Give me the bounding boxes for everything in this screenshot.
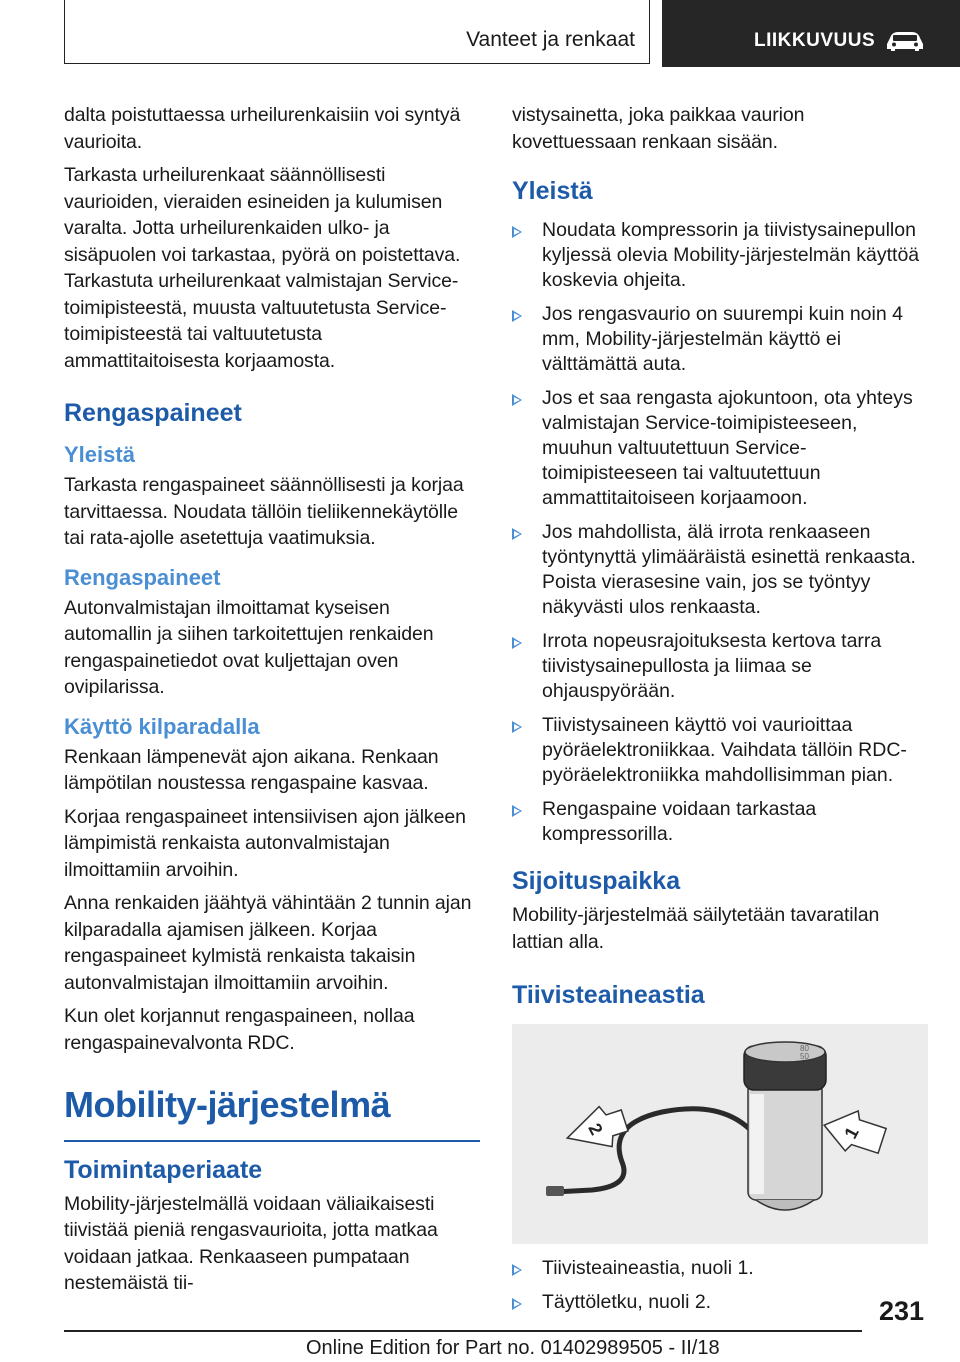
bullet-triangle-icon [512, 310, 522, 322]
header-section-title: Vanteet ja renkaat [466, 28, 635, 51]
sealant-container-illustration [512, 1024, 928, 1244]
header-chapter-label: LIIKKUVUUS [754, 30, 876, 51]
paragraph: Autonvalmistajan ilmoittamat kyseisen automallin ja siihen tarkoitettujen renkaiden rengaspainetiedot ovat kuljettajan oven ovipilarissa. [64, 596, 434, 698]
paragraph: Korjaa rengaspaineet intensiivisen ajon jälkeen lämpimistä renkaista autonvalmistajan ilmoittamiin arvoihin. [64, 805, 466, 881]
bullet-triangle-icon [512, 1298, 522, 1310]
page-number: 231 [878, 1296, 924, 1326]
list-item: Jos mahdollista, älä irrota renkaaseen työntynyttä ylimääräistä esinettä renkaasta. Poista vierasesine vain, jos se työntyy näkyvästi ulos renkaasta. [512, 520, 928, 620]
paragraph: Tarkasta rengaspaineet säännöllisesti ja korjaa tarvittaessa. Noudata tällöin tieliikennekäytölle tai rata-ajolle asetettuja vaatimuksia. [64, 474, 464, 549]
bullet-triangle-icon [512, 528, 522, 540]
list-item: Tiivisteaineastia, nuoli 1. [512, 1256, 928, 1281]
subheading-yleista: Yleistä [64, 442, 135, 467]
hose-valve [546, 1186, 564, 1196]
header-chapter-tab [662, 0, 960, 67]
left-column [64, 102, 480, 1304]
heading-tiivisteaineastia: Tiivisteaineastia [512, 981, 705, 1009]
list-item: Irrota nopeusrajoituksesta kertova tarra tiivistysainepullosta ja liimaa se ohjauspyörään. [512, 629, 928, 704]
paragraph: Tarkasta urheilurenkaat säännöllisesti vaurioiden, vieraiden esineiden ja kulumisen varalta. Jotta urheilurenkaiden ulko- ja sisäpuolen voi tarkastaa, pyörä on poistettava. Tarkastuta urheilurenkaat valmistajan Service-toimipisteestä, muusta valtuutetusta Service-toimipisteestä tai valtuutetusta ammattitaitoisesta korjaamosta. [64, 164, 461, 372]
list-item: Jos et saa rengasta ajokuntoon, ota yhteys valmistajan Service-toimipisteeseen, muuhun valtuutettuun Service-toimipisteeseen tai valtuutettuun ammattitaitoiseen korjaamoon. [512, 386, 928, 511]
car-icon [884, 29, 926, 53]
list-item: Täyttöletku, nuoli 2. [512, 1290, 928, 1315]
paragraph: dalta poistuttaessa urheilurenkaisiin voi syntyä vaurioita. [64, 104, 461, 153]
bullet-list [512, 218, 928, 847]
paragraph: Anna renkaiden jäähtyä vähintään 2 tunnin ajan kilparadalla ajamisen jälkeen. Korjaa rengaspaineet kylmistä renkaista takaisin autonvalmistajan ilmoittamiin arvoihin. [64, 892, 472, 994]
bullet-triangle-icon [512, 805, 522, 817]
subheading-rengaspaineet: Rengaspaineet [64, 564, 221, 590]
paragraph: Renkaan lämpenevät ajon aikana. Renkaan lämpötilan noustessa rengaspaine kasvaa. [64, 745, 439, 794]
bullet-triangle-icon [512, 1264, 522, 1276]
heading-sijoituspaikka: Sijoituspaikka [512, 867, 681, 895]
bullet-triangle-icon [512, 394, 522, 406]
paragraph: vistysainetta, joka paikkaa vaurion kovettuessaan renkaan sisään. [512, 104, 805, 153]
footer-edition: Online Edition for Part no. 01402989505 - II/18 [306, 1337, 720, 1359]
bullet-triangle-icon [512, 637, 522, 649]
sealant-bottle-drawing [512, 1024, 928, 1244]
cap-label: 50 [800, 1052, 809, 1061]
footer-rule [64, 1330, 862, 1332]
paragraph: Mobility-järjestelmää säilytetään tavaratilan lattian alla. [512, 904, 880, 953]
list-item: Jos rengasvaurio on suurempi kuin noin 4 mm, Mobility-järjestelmän käyttö ei välttämättä auta. [512, 302, 928, 377]
callout-number-2: 2 [584, 1120, 607, 1139]
heading-toimintaperiaate: Toimintaperiaate [64, 1155, 263, 1184]
right-column [512, 102, 928, 1324]
heading-rule [64, 1140, 480, 1142]
figure-legend-list [512, 1256, 928, 1315]
subheading-kaytto-kilparadalla: Käyttö kilparadalla [64, 713, 260, 739]
callout-number-1: 1 [840, 1123, 863, 1142]
bullet-triangle-icon [512, 721, 522, 733]
bullet-triangle-icon [512, 226, 522, 238]
paragraph: Kun olet korjannut rengaspaineen, nollaa rengaspainevalvonta RDC. [64, 1005, 415, 1054]
chapter-heading-mobility: Mobility-järjestelmä [64, 1084, 391, 1125]
list-item: Tiivistysaineen käyttö voi vaurioittaa pyöräelektroniikkaa. Vaihdata tällöin RDC-pyöräelektroniikka mahdollisimman pian. [512, 713, 928, 788]
list-item: Rengaspaine voidaan tarkastaa kompressorilla. [512, 797, 928, 847]
heading-rengaspaineet: Rengaspaineet [64, 399, 242, 427]
heading-yleista: Yleistä [512, 177, 593, 205]
paragraph: Mobility-järjestelmällä voidaan väliaikaisesti tiivistää pieniä rengasvaurioita, jotta matkaa voidaan jatkaa. Renkaaseen pumpataan nestemäistä tii- [64, 1192, 438, 1294]
cap-label: 80 [800, 1044, 809, 1053]
list-item: Noudata kompressorin ja tiivistysainepullon kyljessä olevia Mobility-järjestelmän käyttöä koskevia ohjeita. [512, 218, 928, 293]
